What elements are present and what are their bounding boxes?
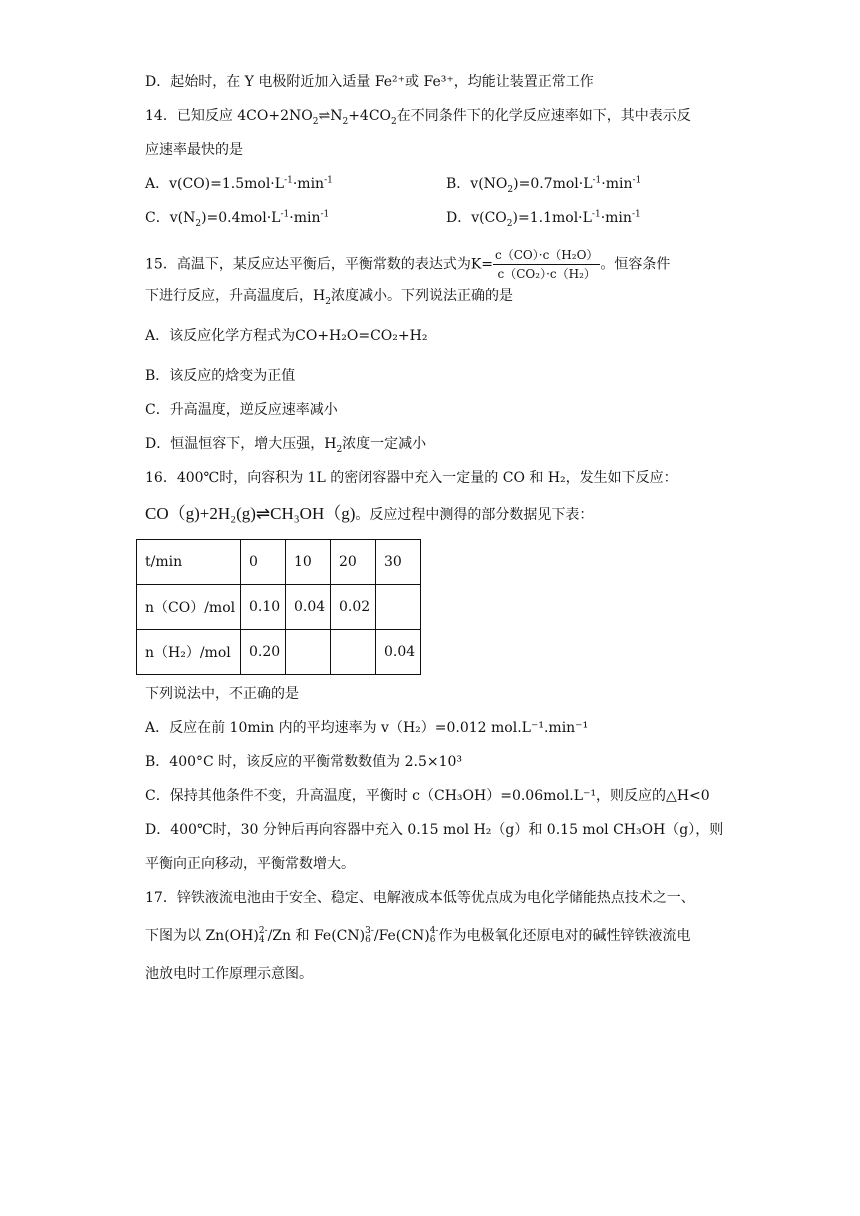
q15-option-d: D．恒温恒容下，增大压强，$H_2$浓度一定减小	[145, 436, 427, 455]
table-cell: 10	[286, 540, 331, 585]
q15-stem2-a: 下进行反应，升高温度后，H	[145, 288, 326, 304]
q14-option-b: B．$v(NO_2)=0.7mol\cdot L^{-1}\cdot\min^{-1}$	[446, 175, 642, 195]
q17-l2-b: /Zn 和 Fe(CN)	[267, 928, 366, 944]
q17-l2-a: 下图为以 Zn(OH)	[145, 928, 259, 944]
table-cell: 0.02	[331, 585, 376, 630]
q14-stem-b: N	[330, 108, 343, 124]
exp: -1	[631, 209, 641, 220]
q14-stem: 14．已知反应 $4CO+2NO_2\rightleftharpoons N_2+4CO_2$在不同条件下的化学反应速率如下，其中表示反	[145, 108, 691, 127]
q16-option-a: A．反应在前 10min 内的平均速率为 v（H₂）=0.012 mol.L⁻¹.min⁻¹	[145, 720, 589, 736]
min: ·min	[600, 210, 632, 226]
q14-option-d-a: D．v(CO	[446, 210, 507, 226]
q14-stem-d: 在不同条件下的化学反应速率如下，其中表示反	[396, 108, 691, 124]
q14-option-c-a: C．v(N	[145, 210, 196, 226]
q14-option-c-b: )=0.4mol·L	[201, 210, 281, 226]
q17-line3: 池放电时工作原理示意图。	[145, 966, 313, 982]
table-cell: 0.04	[286, 585, 331, 630]
q16-stem: 16．400℃时，向容积为 1L 的密闭容器中充入一定量的 CO 和 H₂，发生如下反应：	[145, 470, 678, 486]
charge-stack	[430, 927, 439, 945]
q14-option-a	[145, 174, 333, 194]
q15-stem-b: 。恒容条件	[600, 256, 671, 273]
q14-option-d: D．$v(CO_2)=1.1mol\cdot L^{-1}\cdot\min^{-1}$	[446, 209, 641, 229]
min: ·min	[292, 176, 325, 192]
q17-line2	[145, 926, 690, 946]
table-cell: 0.10	[241, 585, 286, 630]
exp: -1	[591, 209, 601, 220]
q16-data-table	[136, 539, 421, 675]
equilibrium-constant-fraction	[493, 246, 600, 283]
q14-option-d-b: )=1.1mol·L	[512, 210, 592, 226]
q15-stem	[145, 246, 670, 283]
min: ·min	[601, 176, 633, 192]
q15-stem-a: 15．高温下，某反应达平衡后，平衡常数的表达式为	[145, 256, 471, 273]
q15-option-c: C．升高温度，逆反应速率减小	[145, 402, 338, 418]
q14-option-b-b: )=0.7mol·L	[513, 176, 593, 192]
table-cell: t/min	[137, 540, 241, 585]
stack-top: 2-	[258, 926, 268, 936]
q15-stem-2: 下进行反应，升高温度后，$H_2$浓度减小。下列说法正确的是	[145, 288, 513, 307]
stack-bottom: 6	[429, 935, 436, 945]
k-label: K=	[470, 256, 494, 273]
exp: -1	[284, 175, 293, 186]
q17-l2-d: 作为电极氧化还原电对的碱性锌铁液流电	[438, 928, 691, 944]
table-cell: 20	[331, 540, 376, 585]
stack-top: 4-	[429, 926, 439, 936]
q14-option-b-a: B．v(NO	[446, 176, 508, 192]
exp: -1	[632, 175, 642, 186]
table-cell: 0.20	[241, 630, 286, 675]
q16-option-b: B．400°C 时，该反应的平衡常数数值为 2.5×10³	[145, 754, 463, 770]
q14-stem-c: +4CO	[348, 108, 392, 124]
q15-option-a-equation: CO+H₂O=CO₂+H₂	[295, 328, 428, 344]
exp: -1	[280, 209, 290, 220]
q15-option-a	[145, 326, 427, 346]
stack-bottom: 4	[258, 935, 265, 945]
q16-option-d-line2: 平衡向正向移动，平衡常数增大。	[145, 856, 355, 872]
table-row	[137, 585, 421, 630]
exp: -1	[320, 209, 330, 220]
exp: -1	[592, 175, 602, 186]
table-cell: n（H₂）/mol	[137, 630, 241, 675]
table-cell: n（CO）/mol	[137, 585, 241, 630]
exp: -1	[324, 175, 333, 186]
q16-option-d-line1: D．400℃时，30 分钟后再向容器中充入 0.15 mol H₂（g）和 0.15 mol CH₃OH（g），则	[145, 822, 724, 838]
q17-l2-c: /Fe(CN)	[373, 928, 430, 944]
stack-bottom: 6	[365, 935, 371, 945]
table-row	[137, 630, 421, 675]
q15-stem2-b: 浓度减小。下列说法正确的是	[330, 288, 513, 304]
q16-equation: CO（g)+2H₂(g)⇌CH₃OH（g)	[145, 504, 356, 523]
table-cell: 0.04	[376, 630, 421, 675]
fraction-denominator: c（CO₂）·c（H₂）	[497, 267, 596, 281]
q15-option-a-text: A．该反应化学方程式为	[145, 328, 296, 344]
q15-option-d-b: 浓度一定减小	[342, 436, 427, 452]
charge-stack	[365, 927, 374, 945]
table-cell: 30	[376, 540, 421, 585]
min: ·min	[289, 210, 321, 226]
q17-line1: 17．锌铁液流电池由于安全、稳定、电解液成本低等优点成为电化学储能热点技术之一、	[145, 890, 695, 906]
q15-option-d-a: D．恒温恒容下，增大压强，H	[145, 436, 337, 452]
equilibrium-arrow-icon: ⇌	[318, 108, 331, 124]
fraction-numerator: c（CO）·c（H₂O）	[493, 246, 600, 265]
q14-option-a-text: A．v(CO)=1.5mol·L	[145, 176, 285, 192]
table-cell: 0	[241, 540, 286, 585]
q14-stem-2: 应速率最快的是	[145, 142, 243, 158]
charge-stack	[259, 927, 268, 945]
table-cell	[286, 630, 331, 675]
table-cell	[376, 585, 421, 630]
q14-stem-a: 14．已知反应 4CO+2NO	[145, 108, 313, 124]
q16-option-c: C．保持其他条件不变，升高温度，平衡时 c（CH₃OH）=0.06mol.L⁻¹，则反应的△H<0	[145, 788, 710, 804]
table-cell	[331, 630, 376, 675]
q16-equation-tail: 。反应过程中测得的部分数据见下表：	[355, 507, 594, 523]
q16-after-table: 下列说法中，不正确的是	[145, 686, 299, 702]
q16-equation-line	[145, 504, 593, 525]
table-row	[137, 540, 421, 585]
q13-option-d: D．起始时，在 Y 电极附近加入适量 Fe²⁺或 Fe³⁺，均能让装置正常工作	[145, 74, 594, 90]
q14-option-c: C．$v(N_2)=0.4mol\cdot L^{-1}\cdot\min^{-1}$	[145, 209, 330, 229]
q15-option-b: B．该反应的焓变为正值	[145, 368, 296, 384]
stack-top: 3-	[365, 926, 374, 936]
